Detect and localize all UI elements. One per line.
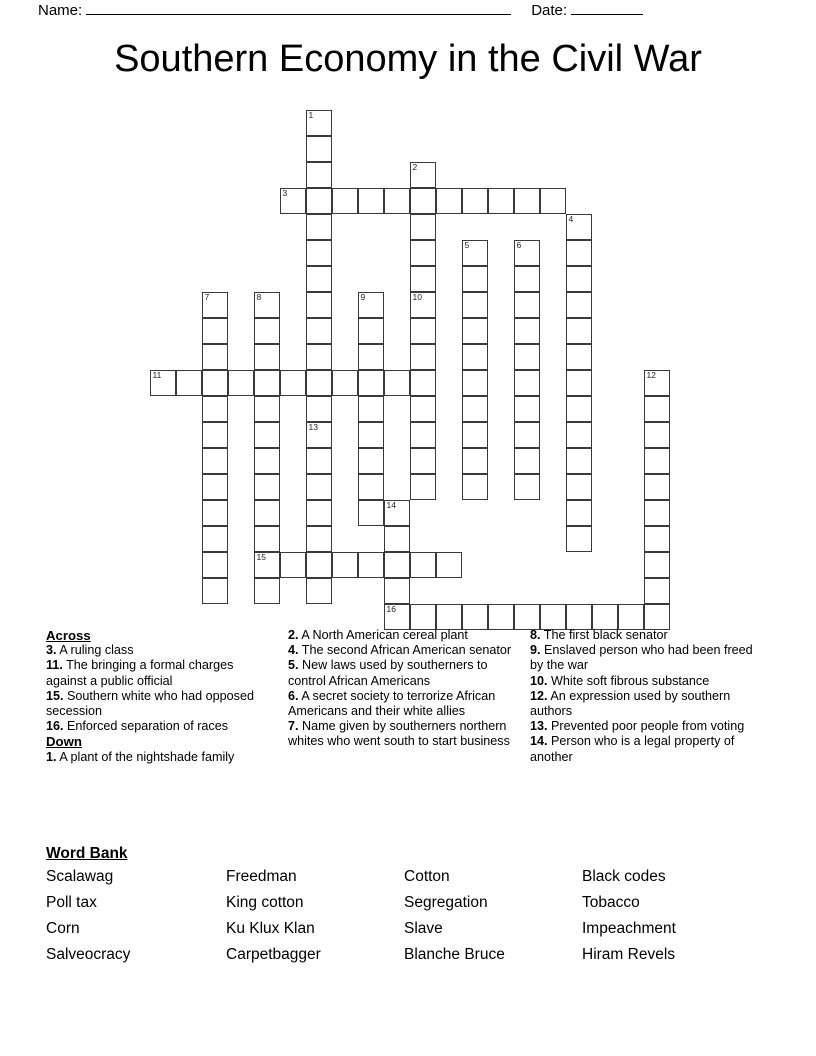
crossword-cell[interactable]: [566, 266, 592, 292]
crossword-cell[interactable]: [514, 240, 540, 266]
crossword-cell[interactable]: [514, 188, 540, 214]
clue-column-middle: [288, 628, 528, 750]
clue-number: 9.: [530, 643, 541, 658]
clue-down-12: [530, 689, 766, 719]
clue-text: Southern white who had opposed secession: [46, 688, 254, 719]
word-bank-grid: [46, 868, 786, 964]
crossword-cell[interactable]: [410, 318, 436, 344]
cell-number-5: 5: [464, 240, 470, 250]
crossword-cell[interactable]: [202, 370, 228, 396]
clue-down-14: [530, 734, 766, 764]
crossword-cell[interactable]: [410, 292, 436, 318]
crossword-cell[interactable]: [514, 370, 540, 396]
word-bank-item: Corn: [46, 920, 80, 937]
clue-number: 8.: [530, 628, 541, 642]
crossword-cell[interactable]: [514, 292, 540, 318]
crossword-cell[interactable]: [358, 188, 384, 214]
crossword-cell[interactable]: [332, 552, 358, 578]
crossword-cell[interactable]: [254, 500, 280, 526]
down-heading: Down: [46, 734, 82, 750]
clue-column-left: [46, 628, 274, 765]
crossword-cell[interactable]: [410, 240, 436, 266]
crossword-cell[interactable]: [644, 578, 670, 604]
crossword-cell[interactable]: [358, 396, 384, 422]
crossword-cell[interactable]: [644, 448, 670, 474]
clue-down-9: [530, 643, 766, 673]
crossword-cell[interactable]: [306, 370, 332, 396]
crossword-cell[interactable]: [384, 578, 410, 604]
clue-number: 15.: [46, 688, 64, 703]
crossword-cell[interactable]: [410, 344, 436, 370]
crossword-cell[interactable]: [202, 526, 228, 552]
cell-number-12: 12: [646, 370, 656, 380]
crossword-cell[interactable]: [306, 552, 332, 578]
crossword-cell[interactable]: [254, 448, 280, 474]
clue-down-4: [288, 643, 528, 658]
crossword-cell[interactable]: [384, 370, 410, 396]
clue-number: 5.: [288, 658, 299, 673]
clue-across-15: [46, 689, 274, 719]
crossword-cell[interactable]: [306, 474, 332, 500]
crossword-cell[interactable]: [306, 448, 332, 474]
crossword-cell[interactable]: [566, 318, 592, 344]
crossword-cell[interactable]: [358, 370, 384, 396]
crossword-cell[interactable]: [514, 344, 540, 370]
word-bank-item: Black codes: [582, 868, 666, 885]
crossword-cell[interactable]: [410, 396, 436, 422]
clue-text: An expression used by southern authors: [530, 688, 731, 719]
crossword-cell[interactable]: [150, 370, 176, 396]
clue-number: 10.: [530, 673, 548, 688]
crossword-cell[interactable]: [410, 474, 436, 500]
crossword-cell[interactable]: [358, 344, 384, 370]
crossword-cell[interactable]: [644, 370, 670, 396]
crossword-cell[interactable]: [462, 266, 488, 292]
crossword-cell[interactable]: [540, 188, 566, 214]
word-bank-item: Carpetbagger: [226, 946, 321, 963]
crossword-cell[interactable]: [644, 474, 670, 500]
word-bank-item: Hiram Revels: [582, 946, 676, 963]
cell-number-6: 6: [516, 240, 522, 250]
crossword-cell[interactable]: [566, 292, 592, 318]
clue-down-2: [288, 628, 528, 643]
crossword-cell[interactable]: [254, 526, 280, 552]
clue-number: 7.: [288, 719, 299, 734]
crossword-cell[interactable]: [332, 370, 358, 396]
crossword-cell[interactable]: [566, 370, 592, 396]
clue-number: 3.: [46, 643, 57, 658]
clue-down-1: [46, 750, 274, 765]
crossword-cell[interactable]: [306, 318, 332, 344]
crossword-cell[interactable]: [280, 370, 306, 396]
cell-number-2: 2: [412, 162, 418, 172]
word-bank-item: Tobacco: [582, 894, 640, 911]
word-bank-item: Poll tax: [46, 894, 97, 911]
crossword-cell[interactable]: [462, 240, 488, 266]
crossword-cell[interactable]: [566, 604, 592, 630]
crossword-cell[interactable]: [202, 500, 228, 526]
clue-number: 2.: [288, 628, 299, 642]
crossword-cell[interactable]: [384, 188, 410, 214]
word-bank-item: Slave: [404, 920, 443, 937]
crossword-cell[interactable]: [306, 500, 332, 526]
word-bank: [46, 845, 786, 964]
cell-number-10: 10: [412, 292, 422, 302]
crossword-cell[interactable]: [306, 396, 332, 422]
crossword-cell[interactable]: [566, 526, 592, 552]
crossword-cell[interactable]: [514, 318, 540, 344]
crossword-cell[interactable]: [358, 422, 384, 448]
cell-number-9: 9: [360, 292, 366, 302]
crossword-cell[interactable]: [410, 162, 436, 188]
cell-number-11: 11: [152, 370, 162, 380]
word-bank-title: Word Bank: [46, 845, 128, 862]
crossword-cell[interactable]: [462, 318, 488, 344]
word-bank-item: Impeachment: [582, 920, 676, 937]
clue-text: A ruling class: [59, 643, 134, 658]
clue-text: The bringing a formal charges against a public official: [46, 658, 234, 688]
clue-down-7: [288, 719, 528, 749]
clue-number: 12.: [530, 688, 548, 703]
crossword-cell[interactable]: [384, 500, 410, 526]
crossword-cell[interactable]: [202, 552, 228, 578]
clue-across-3: [46, 643, 274, 658]
crossword-cell[interactable]: [176, 370, 202, 396]
clue-number: 6.: [288, 688, 299, 703]
cell-number-14: 14: [386, 500, 396, 510]
word-bank-item: Scalawag: [46, 868, 114, 885]
crossword-cell[interactable]: [306, 188, 332, 214]
crossword-cell[interactable]: [254, 552, 280, 578]
crossword-cell[interactable]: [644, 396, 670, 422]
crossword-cell[interactable]: [566, 422, 592, 448]
crossword-cell[interactable]: [462, 422, 488, 448]
crossword-cell[interactable]: [566, 344, 592, 370]
word-bank-item: King cotton: [226, 894, 304, 911]
clue-text: A North American cereal plant: [301, 628, 468, 642]
clue-number: 14.: [530, 734, 548, 749]
crossword-cell[interactable]: [410, 448, 436, 474]
crossword-cell[interactable]: [306, 110, 332, 136]
crossword-cell[interactable]: [462, 604, 488, 630]
crossword-cell[interactable]: [202, 474, 228, 500]
clue-text: Enforced separation of races: [67, 719, 229, 734]
crossword-cell[interactable]: [410, 214, 436, 240]
word-bank-item: Cotton: [404, 868, 450, 885]
crossword-cell[interactable]: [384, 526, 410, 552]
crossword-cell[interactable]: [202, 422, 228, 448]
crossword-cell[interactable]: [566, 474, 592, 500]
crossword-cell[interactable]: [462, 448, 488, 474]
crossword-cell[interactable]: [306, 422, 332, 448]
crossword-cell[interactable]: [202, 344, 228, 370]
crossword-cell[interactable]: [202, 578, 228, 604]
clue-number: 16.: [46, 719, 64, 734]
crossword-cell[interactable]: [306, 578, 332, 604]
clue-text: The first black senator: [543, 628, 668, 642]
crossword-cell[interactable]: [306, 292, 332, 318]
crossword-cell[interactable]: [462, 344, 488, 370]
crossword-cell[interactable]: [644, 604, 670, 630]
crossword-cell[interactable]: [306, 266, 332, 292]
clue-text: Person who is a legal property of another: [530, 734, 735, 764]
clue-text: A secret society to terrorize African Americans and their white allies: [288, 688, 496, 719]
crossword-cell[interactable]: [280, 552, 306, 578]
crossword-cell[interactable]: [514, 266, 540, 292]
crossword-cell[interactable]: [254, 318, 280, 344]
cell-number-16: 16: [386, 604, 396, 614]
clue-text: White soft fibrous substance: [551, 673, 710, 688]
crossword-cell[interactable]: [488, 188, 514, 214]
clue-number: 11.: [46, 658, 63, 673]
crossword-cell[interactable]: [306, 240, 332, 266]
crossword-cell[interactable]: [436, 552, 462, 578]
crossword-cell[interactable]: [644, 552, 670, 578]
crossword-cell[interactable]: [306, 526, 332, 552]
clue-number: 13.: [530, 719, 548, 734]
cell-number-1: 1: [308, 110, 314, 120]
crossword-cell[interactable]: [254, 344, 280, 370]
crossword-cell[interactable]: [566, 214, 592, 240]
crossword-cell[interactable]: [436, 188, 462, 214]
crossword-cell[interactable]: [254, 422, 280, 448]
crossword-cell[interactable]: [358, 552, 384, 578]
crossword-cell[interactable]: [566, 500, 592, 526]
crossword-cell[interactable]: [644, 500, 670, 526]
clue-down-5: [288, 658, 528, 688]
crossword-cell[interactable]: [254, 396, 280, 422]
crossword-cell[interactable]: [436, 604, 462, 630]
crossword-cell[interactable]: [410, 422, 436, 448]
crossword-cell[interactable]: [488, 604, 514, 630]
clue-text: New laws used by southerners to control African Americans: [288, 658, 488, 688]
cell-number-8: 8: [256, 292, 262, 302]
crossword-cell[interactable]: [410, 370, 436, 396]
crossword-cell[interactable]: [254, 292, 280, 318]
crossword-cell[interactable]: [618, 604, 644, 630]
crossword-cell[interactable]: [566, 448, 592, 474]
crossword-cell[interactable]: [228, 370, 254, 396]
clue-text: Enslaved person who had been freed by the war: [530, 643, 753, 673]
clue-column-right: [530, 628, 766, 765]
crossword-cell[interactable]: [514, 474, 540, 500]
crossword-cell[interactable]: [592, 604, 618, 630]
crossword-cell[interactable]: [202, 318, 228, 344]
crossword-cell[interactable]: [566, 240, 592, 266]
crossword-cell[interactable]: [358, 318, 384, 344]
clue-text: Name given by southerners northern whites who went south to start business: [288, 719, 510, 749]
crossword-cell[interactable]: [254, 578, 280, 604]
cell-number-7: 7: [204, 292, 210, 302]
crossword-cell[interactable]: [644, 526, 670, 552]
page-title: Southern Economy in the Civil War: [114, 38, 702, 80]
crossword-cell[interactable]: [514, 604, 540, 630]
crossword-cell[interactable]: [306, 344, 332, 370]
crossword-cell[interactable]: [332, 188, 358, 214]
crossword-cell[interactable]: [410, 552, 436, 578]
clue-down-8: [530, 628, 766, 643]
crossword-cell[interactable]: [254, 370, 280, 396]
word-bank-item: Blanche Bruce: [404, 946, 505, 963]
crossword-cell[interactable]: [280, 188, 306, 214]
crossword-cell[interactable]: [202, 292, 228, 318]
crossword-cell[interactable]: [358, 500, 384, 526]
across-heading: Across: [46, 628, 91, 643]
clue-number: 1.: [46, 749, 57, 764]
crossword-cell[interactable]: [306, 214, 332, 240]
crossword-cell[interactable]: [462, 370, 488, 396]
crossword-cell[interactable]: [462, 292, 488, 318]
crossword-cell[interactable]: [358, 474, 384, 500]
crossword-cell[interactable]: [566, 396, 592, 422]
clue-down-10: [530, 674, 766, 689]
clue-across-16: [46, 719, 274, 734]
crossword-cell[interactable]: [462, 188, 488, 214]
crossword-cell[interactable]: [358, 292, 384, 318]
crossword-cell[interactable]: [410, 604, 436, 630]
word-bank-item: Freedman: [226, 868, 297, 885]
cell-number-13: 13: [308, 422, 318, 432]
crossword-cell[interactable]: [514, 422, 540, 448]
crossword-cell[interactable]: [540, 604, 566, 630]
clue-text: The second African American senator: [301, 643, 512, 658]
crossword-cell[interactable]: [358, 448, 384, 474]
crossword-cell[interactable]: [644, 422, 670, 448]
crossword-cell[interactable]: [410, 266, 436, 292]
word-bank-item: Segregation: [404, 894, 488, 911]
crossword-cell[interactable]: [202, 396, 228, 422]
crossword-cell[interactable]: [306, 136, 332, 162]
word-bank-item: Salveocracy: [46, 946, 131, 963]
cell-number-3: 3: [282, 188, 288, 198]
clue-down-6: [288, 689, 528, 719]
clue-text: Prevented poor people from voting: [551, 719, 745, 734]
crossword-cell[interactable]: [202, 448, 228, 474]
cell-number-4: 4: [568, 214, 574, 224]
crossword-cell[interactable]: [384, 552, 410, 578]
crossword-cell[interactable]: [306, 162, 332, 188]
date-label: Date:: [531, 2, 568, 19]
crossword-cell[interactable]: [384, 604, 410, 630]
clue-number: 4.: [288, 643, 299, 658]
crossword-cell[interactable]: [514, 448, 540, 474]
word-bank-item: Ku Klux Klan: [226, 920, 315, 937]
clue-text: A plant of the nightshade family: [59, 749, 235, 764]
crossword-cell[interactable]: [410, 188, 436, 214]
crossword-cell[interactable]: [462, 396, 488, 422]
clue-down-13: [530, 719, 766, 734]
crossword-cell[interactable]: [462, 474, 488, 500]
clue-across-11: [46, 658, 274, 688]
cell-number-15: 15: [256, 552, 266, 562]
crossword-cell[interactable]: [254, 474, 280, 500]
name-label: Name:: [38, 2, 83, 19]
crossword-cell[interactable]: [514, 396, 540, 422]
